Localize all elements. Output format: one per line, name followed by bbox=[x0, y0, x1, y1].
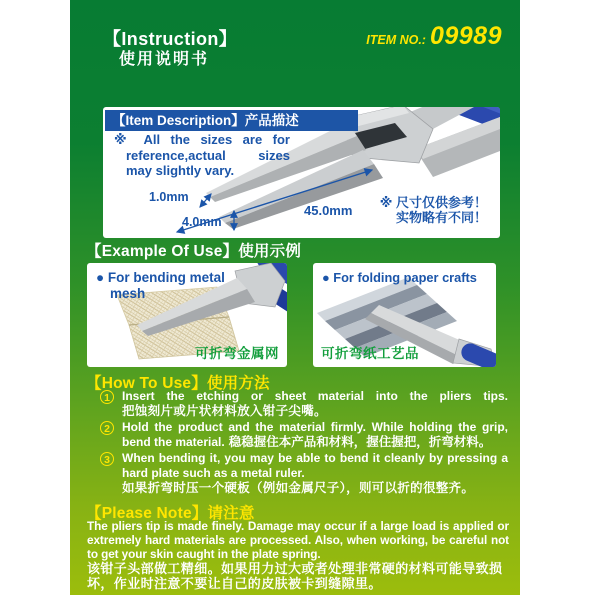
please-note-header: 【Please Note】请注意 bbox=[86, 505, 255, 522]
step-1-number: 1 bbox=[100, 390, 114, 404]
item-number-value: 09989 bbox=[429, 22, 502, 50]
how-to-use-header: 【How To Use】使用方法 bbox=[86, 375, 270, 392]
sheet-title-en: 【Instruction】 bbox=[103, 29, 238, 49]
size-disclaimer-zh-line: ※ 尺寸仅供参考！ bbox=[379, 195, 487, 210]
item-number bbox=[366, 22, 502, 51]
step-3 bbox=[100, 451, 508, 496]
bullet-icon: ● bbox=[96, 270, 105, 285]
example-folding-paper-box bbox=[313, 263, 496, 367]
example-right-caption: 可折弯纸工艺品 bbox=[321, 346, 419, 361]
example-of-use-header: 【Example Of Use】使用示例 bbox=[86, 243, 302, 260]
size-disclaimer-line: ※ All the sizes are for bbox=[114, 132, 290, 147]
size-disclaimer-line: reference,actual sizes bbox=[126, 147, 290, 163]
step-1-text-zh: 把蚀刻片或片状材料放入钳子尖嘴。 bbox=[122, 404, 327, 418]
sheet-title-zh: 使用说明书 bbox=[119, 51, 210, 68]
size-disclaimer-zh bbox=[380, 196, 487, 225]
dimension-tip-thickness: 1.0mm bbox=[149, 190, 189, 204]
how-to-use-steps bbox=[100, 389, 508, 497]
example-right-title: ● For folding paper crafts bbox=[322, 270, 477, 285]
size-disclaimer-en bbox=[114, 132, 290, 179]
example-left-caption: 可折弯金属网 bbox=[195, 346, 279, 361]
step-2-text-en: Hold the product and the material firmly. While holding the grip, bend the material. bbox=[122, 420, 508, 449]
dimension-jaw-thickness: 4.0mm bbox=[182, 215, 222, 229]
step-3-text-en: When bending it, you may be able to bend it cleanly by pressing a hard plate such as a metal ruler. bbox=[122, 451, 508, 480]
size-disclaimer-zh-line: 实物略有不同！ bbox=[395, 209, 487, 225]
item-number-label: ITEM NO.: bbox=[366, 33, 426, 47]
size-disclaimer-line: may slightly vary. bbox=[126, 163, 235, 178]
please-note-text-zh: 该钳子头部做工精细。如果用力过大或者处理非常硬的材料可能导致损坏，作业时注意不要让自己的皮肤被卡到缝隙里。 bbox=[87, 561, 503, 591]
please-note-body bbox=[87, 519, 509, 591]
step-3-text-zh: 如果折弯时压一个硬板（例如金属尺子），则可以折的很整齐。 bbox=[122, 481, 475, 495]
step-1 bbox=[100, 389, 508, 419]
sheet-body bbox=[70, 0, 520, 595]
step-1-text-en: Insert the etching or sheet material into the pliers tips. bbox=[122, 389, 508, 403]
item-description-header: 【Item Description】产品描述 bbox=[105, 110, 358, 131]
step-2-text-zh: 稳稳握住本产品和材料，握住握把，折弯材料。 bbox=[228, 435, 492, 449]
please-note-text-en: The pliers tip is made finely. Damage may occur if a large load is applied or extremely hard materials are processed. Also, when working, be careful not to get your skin caught in the plate spring. bbox=[87, 519, 509, 561]
item-description-box bbox=[103, 107, 500, 238]
example-left-title: ● For bending metal mesh bbox=[96, 270, 225, 301]
bullet-icon: ● bbox=[322, 270, 330, 285]
step-2 bbox=[100, 420, 508, 450]
dimension-jaw-length: 45.0mm bbox=[304, 203, 353, 218]
step-3-number: 3 bbox=[100, 452, 114, 466]
step-2-text bbox=[122, 420, 508, 450]
step-2-number: 2 bbox=[100, 421, 114, 435]
example-bending-mesh-box bbox=[87, 263, 287, 367]
